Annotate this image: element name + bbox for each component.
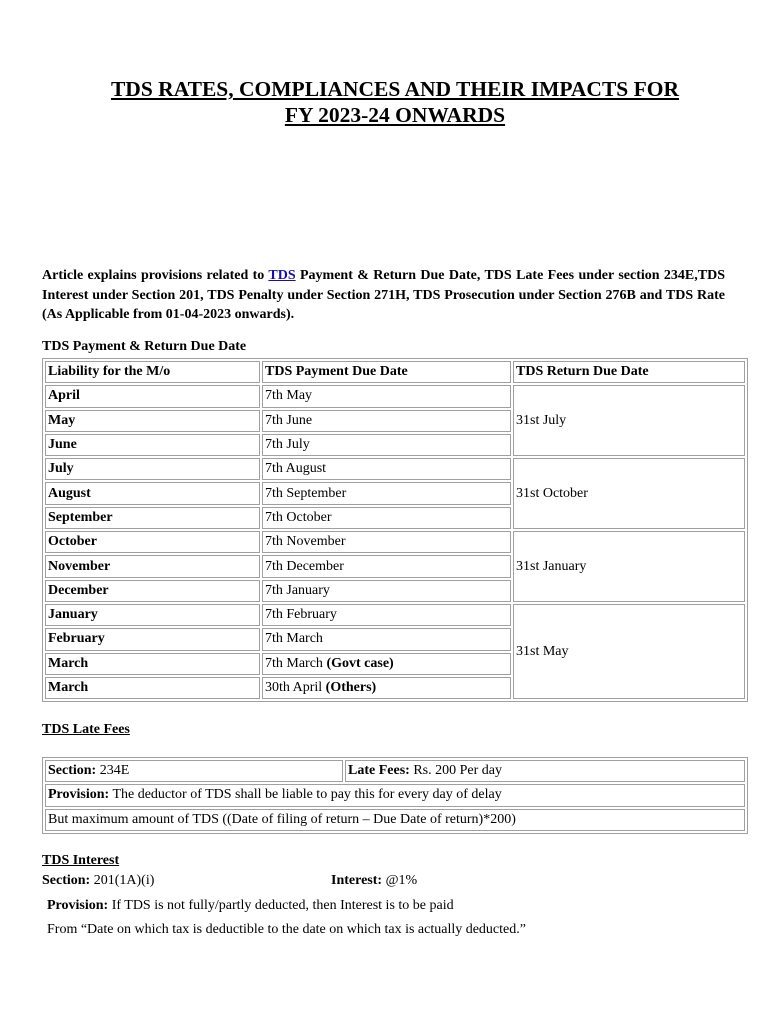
month-cell: May [45, 410, 260, 432]
tds-link[interactable]: TDS [268, 268, 296, 283]
payment-due-cell [262, 555, 511, 577]
payment-due-text: 30th April [265, 680, 326, 695]
payment-due-text: 7th February [265, 607, 337, 623]
payment-due-text: 7th October [265, 509, 332, 525]
intro-text-start: Article explains provisions related to [42, 268, 269, 283]
payment-due-text: 7th June [265, 412, 313, 428]
late-fees-table [42, 757, 748, 834]
month-cell: March [45, 653, 260, 675]
document-title [0, 76, 768, 128]
payment-due-text: 7th May [265, 388, 313, 404]
table-row [45, 604, 745, 626]
month-cell: July [45, 458, 260, 480]
table-row [45, 784, 745, 806]
fees-max-cell: But maximum amount of TDS ((Date of filing of return – Due Date of return)*200) [45, 809, 745, 831]
interest-provision-label: Provision: [47, 898, 109, 913]
table-row [45, 385, 745, 407]
table-row [45, 531, 745, 553]
payment-due-cell [262, 385, 511, 407]
payment-due-cell [262, 434, 511, 456]
interest-section-label: Section: [42, 873, 91, 888]
payment-due-text: 7th March [265, 631, 323, 647]
table-header-row [45, 361, 745, 383]
month-cell: March [45, 677, 260, 699]
intro-paragraph [42, 266, 725, 325]
title-line-2: FY 2023-24 ONWARDS [284, 103, 506, 127]
payment-note: (Others) [325, 680, 377, 695]
payment-due-text: 7th November [265, 534, 346, 550]
late-fees-value: Rs. 200 Per day [409, 763, 502, 779]
fees-section-cell [45, 760, 343, 782]
due-date-heading: TDS Payment & Return Due Date [42, 339, 247, 354]
section-value: 234E [96, 763, 130, 779]
payment-note: (Govt case) [326, 655, 394, 671]
payment-due-cell [262, 531, 511, 553]
month-cell: April [45, 385, 260, 407]
payment-due-cell [262, 604, 511, 626]
column-header: Liability for the M/o [45, 361, 260, 383]
payment-due-cell [262, 653, 511, 675]
intro-text-rest: Payment & Return Due Date, TDS Late Fees under section 234E,TDS Interest under Section 201, TDS Penalty under Section 271H, TDS Prosecution under Section 276B and TDS Rate (As Applicable from 01-04-2023 onwards). [42, 268, 725, 322]
table-row [45, 458, 745, 480]
interest-heading: TDS Interest [42, 853, 120, 868]
payment-due-cell [262, 482, 511, 504]
late-fees-heading: TDS Late Fees [42, 722, 130, 737]
section-label: Section: [48, 763, 97, 779]
return-due-cell: 31st May [513, 604, 745, 699]
interest-rate-value: @1% [382, 873, 418, 888]
interest-rate-line [331, 873, 417, 889]
table-row [45, 760, 745, 782]
payment-due-cell [262, 677, 511, 699]
return-due-cell: 31st January [513, 531, 745, 602]
month-cell: September [45, 507, 260, 529]
payment-due-text: 7th December [265, 558, 344, 574]
payment-due-text: 7th August [265, 461, 327, 477]
interest-provision-value: If TDS is not fully/partly deducted, then Interest is to be paid [108, 898, 454, 913]
payment-due-text: 7th March [265, 655, 327, 671]
payment-due-cell [262, 507, 511, 529]
payment-due-text: 7th September [265, 485, 347, 501]
interest-section-line [42, 873, 154, 889]
month-cell: November [45, 555, 260, 577]
fees-amount-cell [345, 760, 745, 782]
table-row [45, 809, 745, 831]
payment-due-cell [262, 410, 511, 432]
return-due-cell: 31st October [513, 458, 745, 529]
month-cell: October [45, 531, 260, 553]
interest-provision-line [47, 898, 454, 914]
title-line-1: TDS RATES, COMPLIANCES AND THEIR IMPACTS FOR [110, 77, 680, 101]
due-date-table [42, 358, 748, 702]
payment-due-cell [262, 458, 511, 480]
interest-section-value: 201(1A)(i) [90, 873, 155, 888]
month-cell: February [45, 628, 260, 650]
interest-from-line: From “Date on which tax is deductible to the date on which tax is actually deducted.” [47, 922, 526, 937]
payment-due-cell [262, 628, 511, 650]
payment-due-text: 7th January [265, 582, 330, 598]
month-cell: June [45, 434, 260, 456]
month-cell: December [45, 580, 260, 602]
month-cell: August [45, 482, 260, 504]
interest-rate-label: Interest: [331, 873, 383, 888]
provision-value: The deductor of TDS shall be liable to pay this for every day of delay [109, 787, 502, 803]
payment-due-cell [262, 580, 511, 602]
payment-due-text: 7th July [265, 437, 310, 453]
column-header: TDS Payment Due Date [262, 361, 511, 383]
fees-provision-cell [45, 784, 745, 806]
column-header: TDS Return Due Date [513, 361, 745, 383]
return-due-cell: 31st July [513, 385, 745, 456]
month-cell: January [45, 604, 260, 626]
provision-label: Provision: [48, 787, 110, 803]
late-fees-label: Late Fees: [348, 763, 410, 779]
